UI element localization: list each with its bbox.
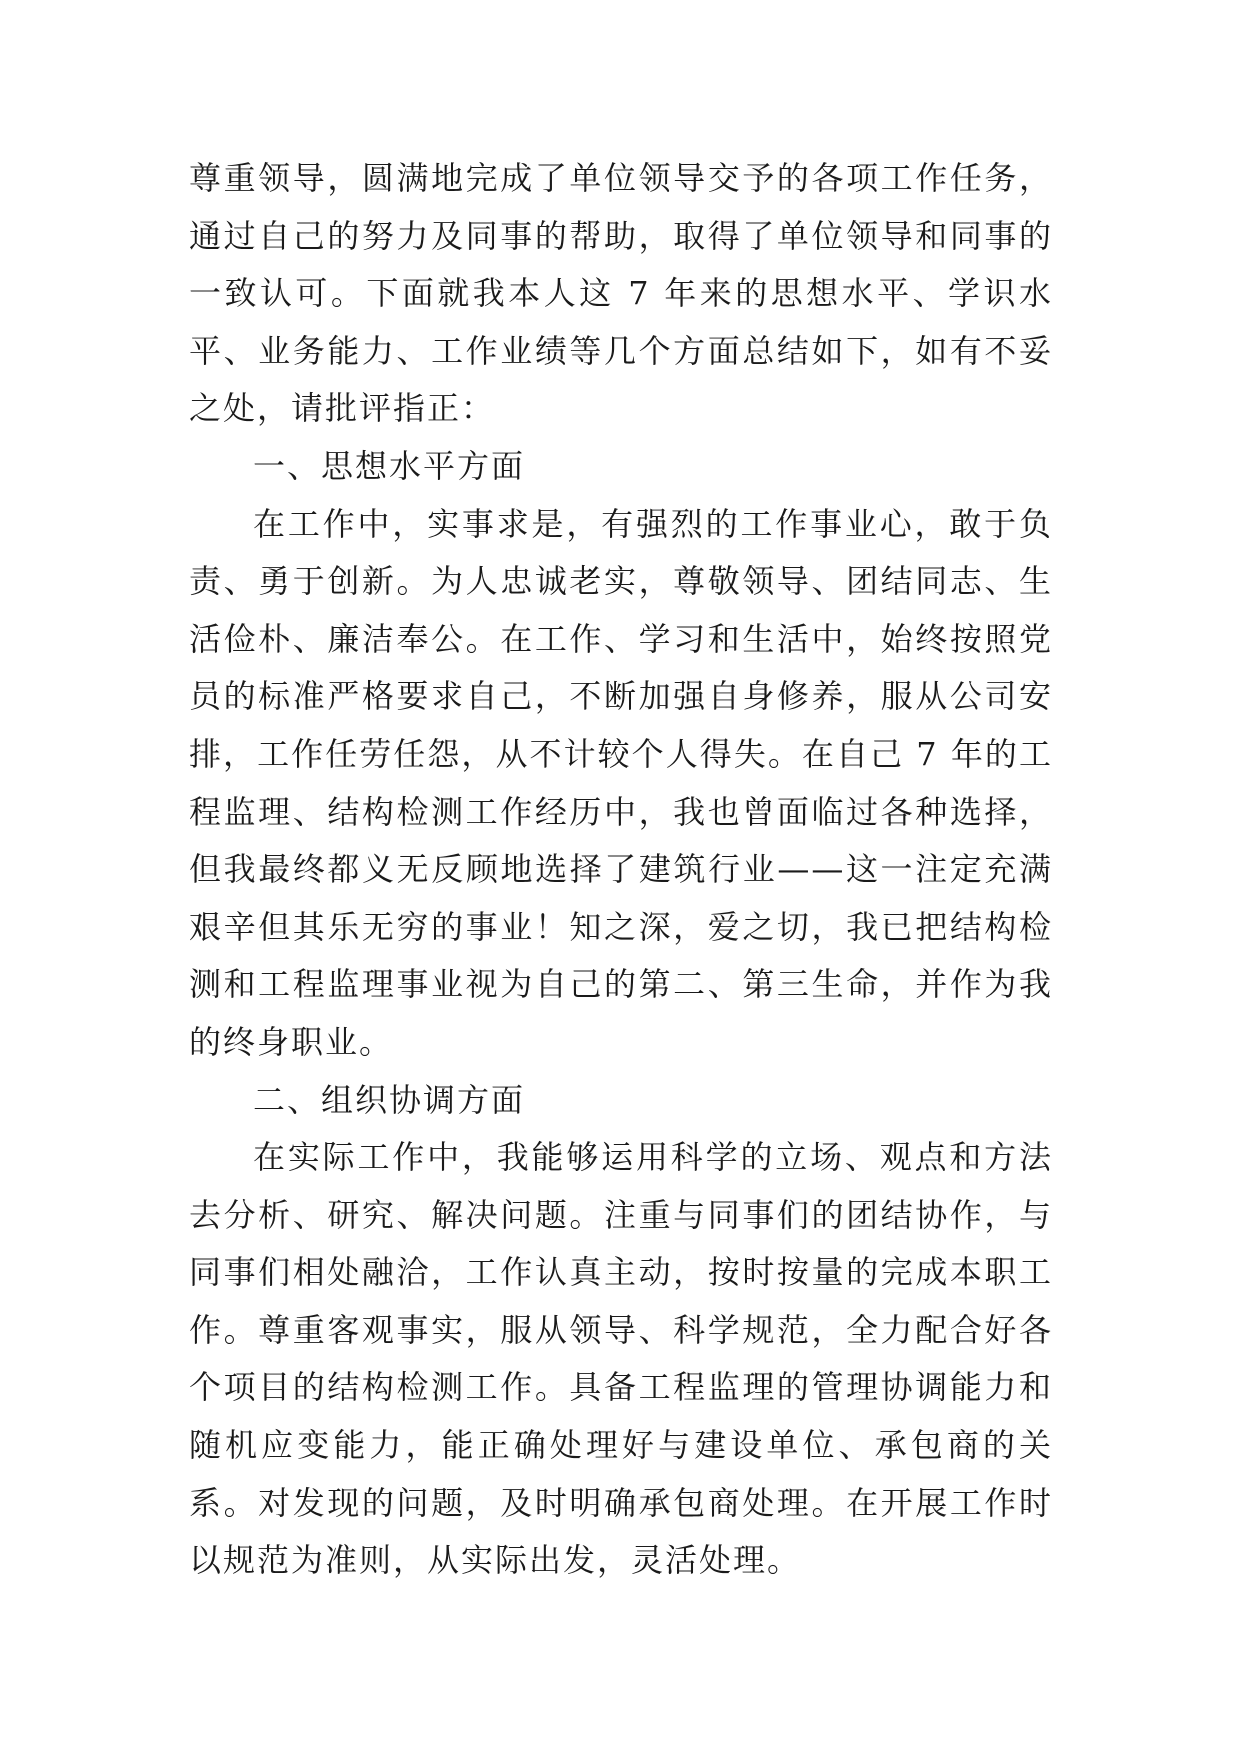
document-body (189, 150, 1053, 1590)
paragraph-intro: 尊重领导，圆满地完成了单位领导交予的各项工作任务，通过自己的努力及同事的帮助，取得了单位领导和同事的一致认可。下面就我本人这 7 年来的思想水平、学识水平、业务能力、工作业绩等几个方面总结如下，如有不妥之处，请批评指正： (189, 159, 1053, 428)
paragraph-coordination: 在实际工作中，我能够运用科学的立场、观点和方法去分析、研究、解决问题。注重与同事们的团结协作，与同事们相处融洽，工作认真主动，按时按量的完成本职工作。尊重客观事实，服从领导、科学规范，全力配合好各个项目的结构检测工作。具备工程监理的管理协调能力和随机应变能力，能正确处理好与建设单位、承包商的关系。对发现的问题，及时明确承包商处理。在开展工作时以规范为准则，从实际出发，灵活处理。 (189, 1138, 1053, 1580)
section-heading-coordination: 二、组织协调方面 (253, 1080, 526, 1119)
paragraph-thought: 在工作中，实事求是，有强烈的工作事业心，敢于负责、勇于创新。为人忠诚老实，尊敬领导、团结同志、生活俭朴、廉洁奉公。在工作、学习和生活中，始终按照党员的标准严格要求自己，不断加强自身修养，服从公司安排，工作任劳任怨，从不计较个人得失。在自己 7 年的工程监理、结构检测工作经历中，我也曾面临过各种选择，但我最终都义无反顾地选择了建筑行业——这一注定充满艰辛但其乐无穷的事业！知之深，爱之切，我已把结构检测和工程监理事业视为自己的第二、第三生命，并作为我的终身职业。 (189, 504, 1053, 1061)
section-heading-thought: 一、思想水平方面 (253, 446, 526, 485)
